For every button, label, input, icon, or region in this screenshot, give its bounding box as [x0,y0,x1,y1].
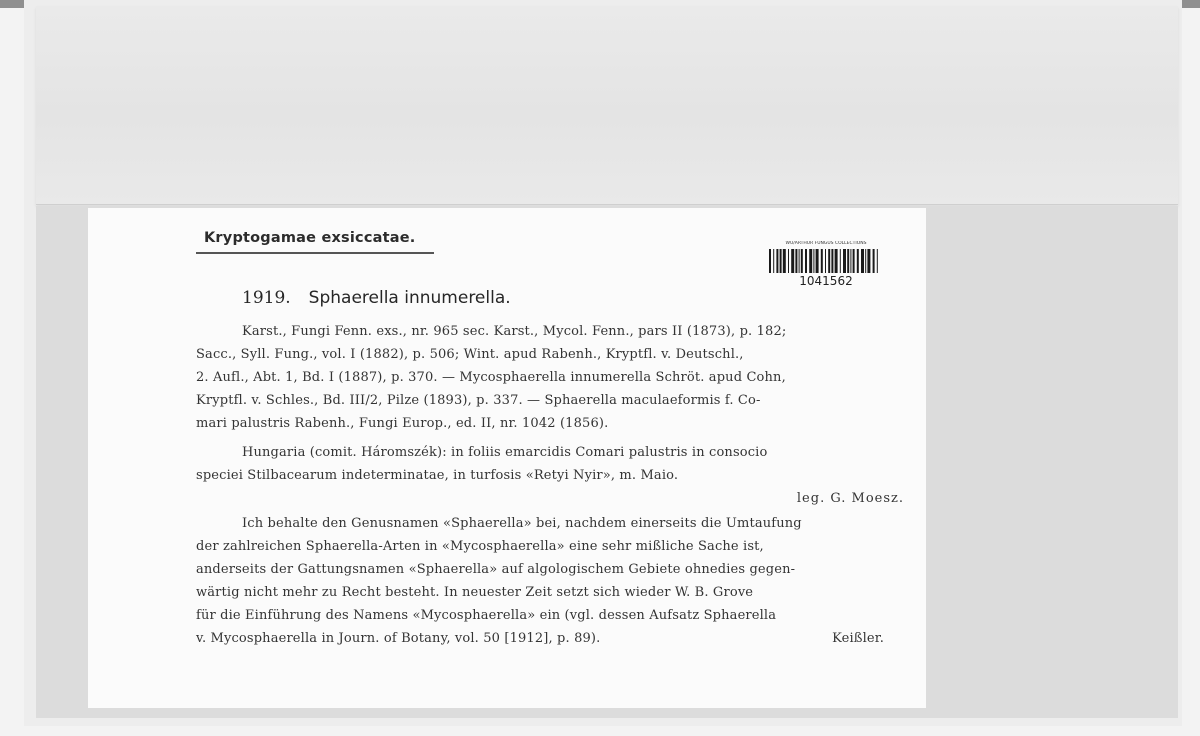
series-underline [196,252,434,254]
note-line: der zahlreichen Sphaerella-Arten in «Mycosphaerella» eine sehr mißliche Sache ist, [196,539,764,554]
note-line: Ich behalte den Genusnamen «Sphaerella» bei, nachdem einerseits die Umtaufung [242,516,802,531]
citation-line: mari palustris Rabenh., Fungi Europ., ed. II, nr. 1042 (1856). [196,416,609,431]
collector: leg. G. Moesz. [796,491,904,506]
note-author: Keißler. [832,631,884,646]
note-line: für die Einführung des Namens «Mycosphaerella» ein (vgl. dessen Aufsatz Sphaerella [196,608,777,623]
barcode-icon [768,249,880,273]
entry-number: 1919. [242,288,291,308]
citation-line: Karst., Fungi Fenn. exs., nr. 965 sec. Karst., Mycol. Fenn., pars II (1873), p. 182; [242,324,787,339]
citation-line: Kryptfl. v. Schles., Bd. III/2, Pilze (1893), p. 337. — Sphaerella maculaeformis f. Co- [196,393,761,408]
barcode-number: 1041562 [799,274,853,288]
habitat-line: Hungaria (comit. Háromszék): in foliis emarcidis Comari palustris in consocio [242,445,768,460]
envelope-flap [36,6,1178,205]
note-line: anderseits der Gattungsnamen «Sphaerella» auf algologischem Gebiete ohnedies gegen- [196,562,796,577]
barcode-institution: WU/ARTHUR FUNGUS COLLECTIONS [785,241,867,246]
series-title: Kryptogamae exsiccatae. [204,230,416,246]
habitat-line: speciei Stilbacearum indeterminatae, in turfosis «Retyi Nyir», m. Maio. [196,468,679,483]
note-line: v. Mycosphaerella in Journ. of Botany, vol. 50 [1912], p. 89). [196,631,601,646]
citation-line: 2. Aufl., Abt. 1, Bd. I (1887), p. 370. — Mycosphaerella innumerella Schröt. apud Cohn, [196,370,786,385]
entry-title [242,288,511,308]
species-name: Sphaerella innumerella. [308,288,511,308]
citation-line: Sacc., Syll. Fung., vol. I (1882), p. 506; Wint. apud Rabenh., Kryptfl. v. Deutschl., [196,347,744,362]
note-line: wärtig nicht mehr zu Recht besteht. In neuester Zeit setzt sich wieder W. B. Grove [196,585,754,600]
